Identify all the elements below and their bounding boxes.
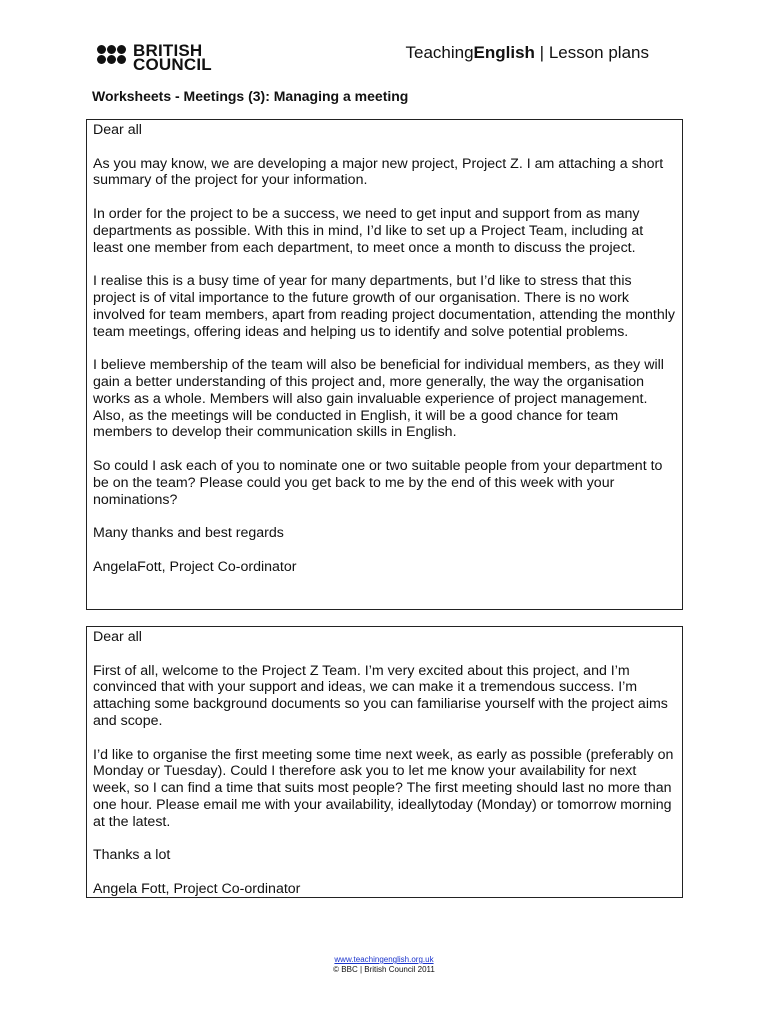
email-box-2	[86, 626, 683, 898]
brand-suffix: | Lesson plans	[534, 43, 649, 62]
page-header	[0, 0, 768, 120]
brand-bold: English	[473, 43, 535, 62]
email2-paragraph: Thanks a lot	[93, 847, 171, 864]
email-box-1	[86, 119, 683, 610]
email1-paragraph: As you may know, we are developing a major new project, Project Z. I am attaching a short summary of the project for your information.	[93, 155, 664, 189]
email1-paragraph: Dear all	[93, 122, 142, 138]
worksheet-title: Worksheets - Meetings (3): Managing a meeting	[92, 88, 409, 104]
page-footer	[0, 955, 768, 975]
email2-signature: Angela Fott, Project Co-ordinator	[93, 880, 301, 897]
copyright-text: © BBC | British Council 2011	[333, 965, 435, 974]
logo-wordmark: BRITISH COUNCIL	[133, 41, 212, 74]
british-council-logo	[97, 41, 212, 74]
teaching-english-brand	[405, 43, 649, 63]
email1-paragraph: Many thanks and best regards	[93, 525, 284, 542]
email1-paragraph: In order for the project to be a success, we need to get input and support from as many departments as possible. With this in mind, I’d like to set up a Project Team, including at least one member from each department, to meet once a month to discuss the project.	[93, 205, 644, 256]
email2-paragraph: First of all, welcome to the Project Z Team. I’m very excited about this project, and I’m convinced that with your support and ideas, we can make it a tremendous success. I’m attaching some background documents so you can familiarise yourself with the project aims and scope.	[93, 662, 668, 729]
email1-paragraph: I realise this is a busy time of year for many departments, but I’d like to stress that this project is of vital importance to the future growth of our organisation. There is no work involved for team members, apart from reading project documentation, attending the monthly team meetings, offering ideas and helping us to identify and solve potential problems.	[93, 273, 675, 340]
email1-signature: AngelaFott, Project Co-ordinator	[93, 558, 297, 575]
brand-prefix: Teaching	[405, 43, 474, 62]
email2-paragraph: Dear all	[93, 629, 142, 645]
email1-paragraph: I believe membership of the team will also be beneficial for individual members, as they will gain a better understanding of this project and, more generally, the way the organisation works as a whole. Members will also gain invaluable experience of project management. Also, as the meetings will be conducted in English, it will be a good chance for team members to develop their communication skills in English.	[93, 357, 664, 441]
logo-dots-icon	[97, 45, 126, 64]
email1-paragraph: So could I ask each of you to nominate one or two suitable people from your department to be on the team? Please could you get back to me by the end of this week with your nominations?	[93, 457, 663, 508]
email2-paragraph: I’d like to organise the first meeting some time next week, as early as possible (preferably on Monday or Tuesday). Could I therefore ask you to let me know your availability for next week, so I can find a time that suits most people? The first meeting should last no more than one hour. Please email me with your availability, ideallytoday (Monday) or tomorrow morning at the latest.	[93, 746, 674, 830]
website-link[interactable]: www.teachingenglish.org.uk	[334, 955, 434, 964]
